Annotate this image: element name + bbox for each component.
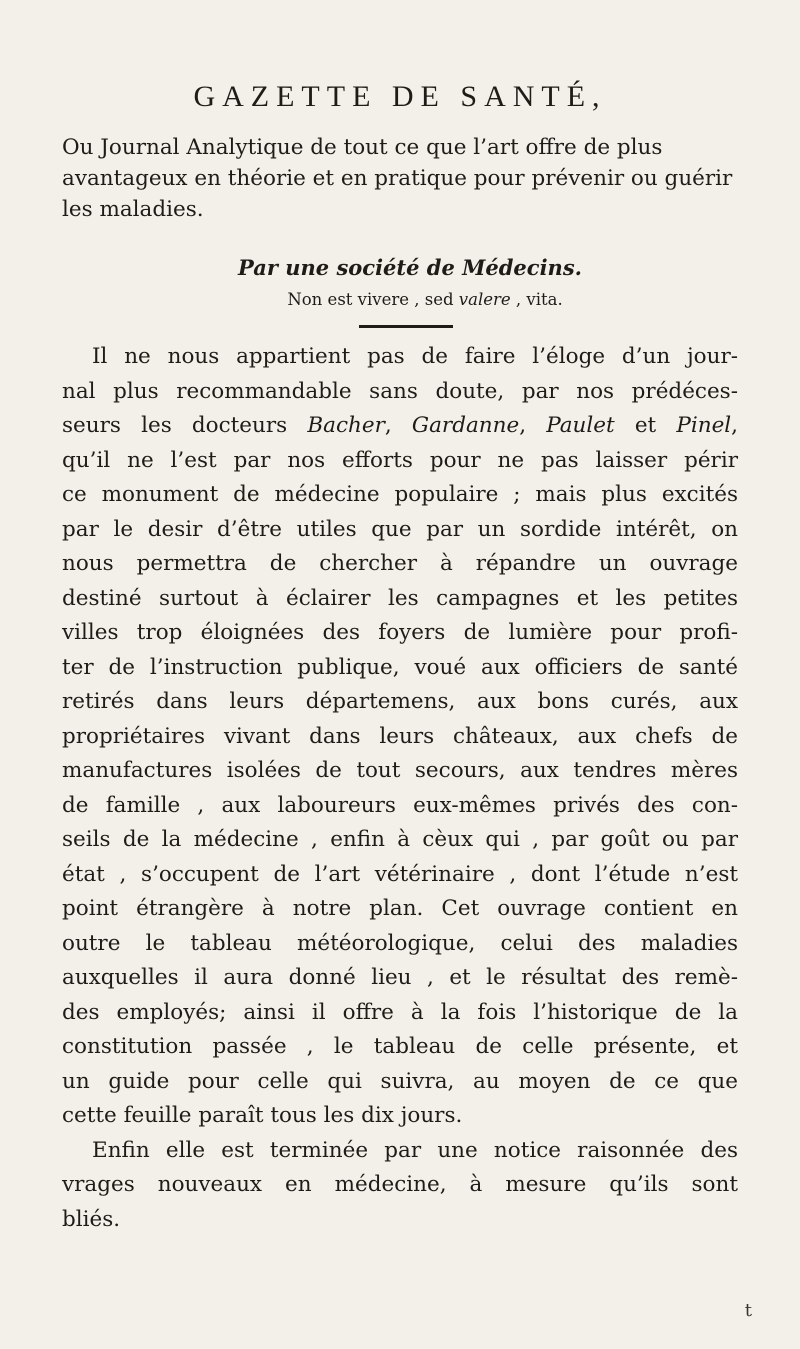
- subtitle: Ou Journal Analytique de tout ce que l’art offre de plus avantageux en théorie et en pratique pour prévenir ou guérir les maladies.: [62, 135, 733, 222]
- epigraph-start: Non est vivere , sed: [287, 290, 459, 309]
- main-paragraph: [62, 340, 738, 1134]
- doctor-name: Paulet: [546, 413, 615, 438]
- epigraph: [112, 290, 738, 309]
- text-line: ter de l’instruction publique, voué aux officiers de santé: [62, 654, 738, 680]
- text-line: Il ne nous appartient pas de faire l’éloge d’un jour-: [92, 344, 738, 369]
- text-line: villes trop éloignées des foyers de lumière pour profi-: [62, 620, 738, 645]
- page-title: GAZETTE DE SANTÉ,: [193, 80, 607, 113]
- page-mark: t: [744, 1300, 752, 1321]
- text-line: bliés.: [62, 1206, 121, 1232]
- text-line: des employés; ainsi il offre à la fois l’historique de la: [62, 999, 738, 1025]
- doctor-name: Pinel: [676, 413, 732, 438]
- text-line: seurs les docteurs Bacher, Gardanne, Paulet et Pinel,: [62, 413, 739, 438]
- text-line: outre le tableau météorologique, celui des maladies: [62, 930, 738, 956]
- text-line: manufactures isolées de tout secours, aux tendres mères: [62, 758, 738, 783]
- text-line: seils de la médecine , enfin à cèux qui , par goût ou par: [62, 827, 738, 852]
- text-line: nal plus recommandable sans doute, par nos prédéces-: [62, 378, 738, 404]
- text-line: destiné surtout à éclairer les campagnes et les petites: [62, 585, 738, 611]
- text-line: constitution passée , le tableau de celle présente, et: [62, 1034, 738, 1059]
- text-line: auxquelles il aura donné lieu , et le résultat des remè-: [62, 965, 738, 990]
- text-line: état , s’occupent de l’art vétérinaire , dont l’étude n’est: [62, 861, 738, 887]
- text-line: Enfin elle est terminée par une notice raisonnée des: [92, 1137, 738, 1163]
- epigraph-end: , vita.: [510, 290, 563, 309]
- text-line: par le desir d’être utiles que par un sordide intérêt, on: [62, 516, 738, 542]
- epigraph-italic: valere: [458, 290, 511, 309]
- text-line: retirés dans leurs départemens, aux bons curés, aux: [62, 689, 738, 714]
- doctor-name: Gardanne: [411, 413, 520, 438]
- text-line: de famille , aux laboureurs eux-mêmes privés des con-: [62, 792, 738, 818]
- text-line: point étrangère à notre plan. Cet ouvrage contient en: [62, 896, 738, 921]
- society-line: Par une société de Médecins.: [238, 255, 582, 280]
- section-divider: [359, 325, 453, 328]
- doctor-name: Bacher: [307, 413, 385, 438]
- text-line: un guide pour celle qui suivra, au moyen de ce que: [62, 1068, 738, 1094]
- text-line: ce monument de médecine populaire ; mais plus excités: [62, 482, 738, 507]
- text-line: nous permettra de chercher à répandre un ouvrage: [62, 551, 738, 576]
- text-line: cette feuille paraît tous les dix jours.: [62, 1103, 463, 1128]
- text-line: vrages nouveaux en médecine, à mesure qu’ils sont: [62, 1172, 738, 1197]
- second-paragraph: [62, 1134, 738, 1238]
- text-line: propriétaires vivant dans leurs châteaux, aux chefs de: [62, 723, 738, 749]
- text-line: qu’il ne l’est par nos efforts pour ne pas laisser périr: [62, 447, 738, 473]
